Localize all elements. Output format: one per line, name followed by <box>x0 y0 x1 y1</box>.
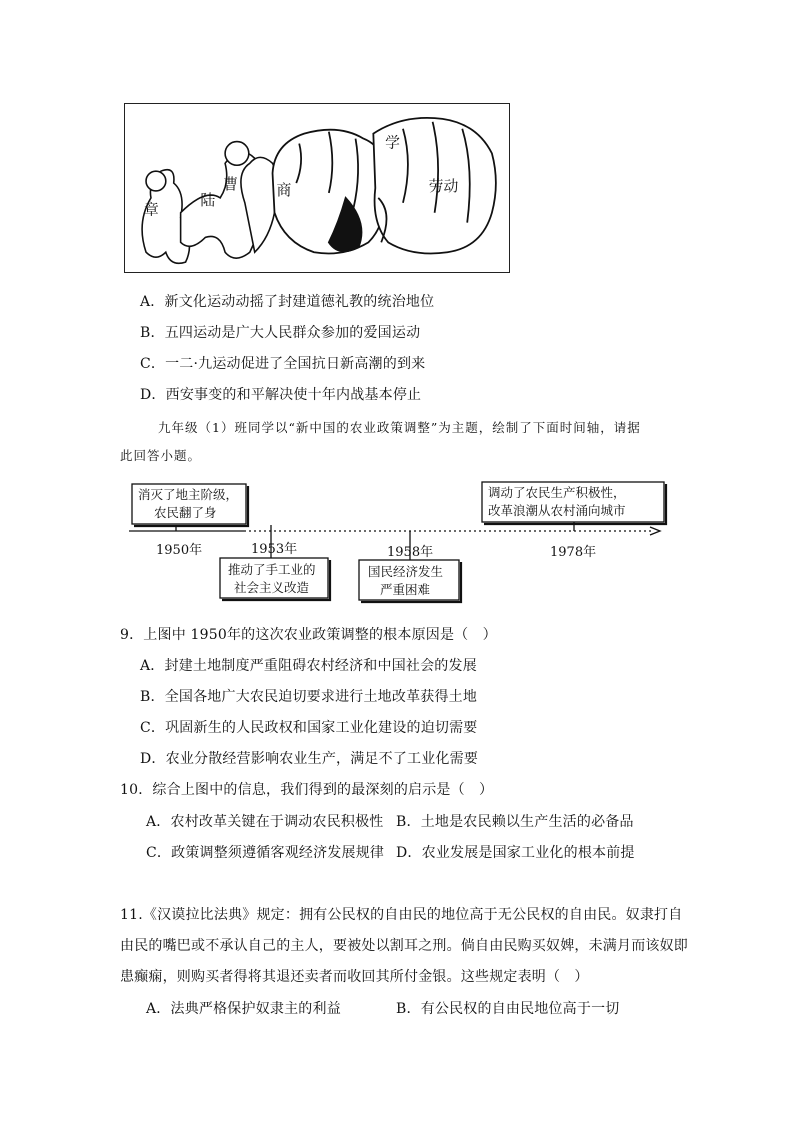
intro-line-1: 九年级（1）班同学以“新中国的农业政策调整”为主题，绘制了下面时间轴，请据 <box>158 420 641 435</box>
cartoon-illustration <box>124 103 510 273</box>
axis-ticks <box>176 522 574 560</box>
q8-option-c: C．一二·九运动促进了全国抗日新高潮的到来 <box>140 356 426 372</box>
q10-option-b: B．土地是农民赖以生产生活的必备品 <box>396 814 634 830</box>
year-1958: 1958年 <box>387 545 434 560</box>
box-1950-line-1: 消灭了地主阶级， <box>138 487 239 502</box>
timeline-figure <box>124 478 664 608</box>
q11-stem-line-2: 由民的嘴巴或不承认自己的主人，要被处以割耳之刑。倘自由民购买奴婢，未满月而该奴即 <box>120 938 688 954</box>
box-1978-line-2: 改革浪潮从农村涌向城市 <box>488 503 626 518</box>
q9-option-a: A．封建土地制度严重阻碍农村经济和中国社会的发展 <box>140 658 477 674</box>
q8-option-d: D．西安事变的和平解决使十年内战基本停止 <box>140 387 422 403</box>
q9-option-c: C．巩固新生的人民政权和国家工业化建设的迫切需要 <box>140 720 478 736</box>
year-1978: 1978年 <box>550 545 597 560</box>
q10-option-d: D．农业发展是国家工业化的根本前提 <box>396 845 635 861</box>
fist-label-laodong: 劳动 <box>428 177 459 195</box>
figure-label-zhang: 章 <box>144 201 159 219</box>
fist-label-shang: 商 <box>276 181 292 199</box>
q11-option-a: A．法典严格保护奴隶主的利益 <box>146 1001 341 1017</box>
q8-option-a: A．新文化运动动摇了封建道德礼教的统治地位 <box>140 294 435 310</box>
figure-label-cao: 曹 <box>223 175 238 193</box>
fist-label-xue: 学 <box>385 134 401 152</box>
year-1953: 1953年 <box>251 542 298 557</box>
q8-option-b: B．五四运动是广大人民群众参加的爱国运动 <box>140 325 421 341</box>
q11-stem-line-3: 患癫痫，则购买者得将其退还卖者而收回其所付金银。这些规定表明（ ） <box>120 969 589 985</box>
box-1953-line-2: 社会主义改造 <box>234 580 310 595</box>
q10-option-c: C．政策调整须遵循客观经济发展规律 <box>146 845 385 861</box>
intro-line-2: 此回答小题。 <box>120 448 202 463</box>
year-1950: 1950年 <box>156 543 203 558</box>
q11-stem-line-1: 11.《汉谟拉比法典》规定：拥有公民权的自由民的地位高于无公民权的自由民。奴隶打自 <box>120 907 683 923</box>
cartoon-drawing <box>125 104 509 272</box>
q10-option-a: A．农村改革关键在于调动农民积极性 <box>146 814 384 830</box>
box-1978-line-1: 调动了农民生产积极性， <box>488 485 626 500</box>
q10-stem: 10．综合上图中的信息，我们得到的最深刻的启示是（ ） <box>120 782 494 798</box>
q9-option-d: D．农业分散经营影响农业生产，满足不了工业化需要 <box>140 751 479 767</box>
q9-stem: 9．上图中 1950年的这次农业政策调整的根本原因是（ ） <box>120 627 497 643</box>
box-1950-line-2: 农民翻了身 <box>154 505 217 520</box>
box-1953-line-1: 推动了手工业的 <box>228 562 316 577</box>
box-1958-line-1: 国民经济发生 <box>368 564 444 579</box>
axis-arrow-icon <box>650 527 660 535</box>
q11-option-b: B．有公民权的自由民地位高于一切 <box>396 1001 620 1017</box>
box-1958-line-2: 严重困难 <box>380 582 431 597</box>
q9-option-b: B．全国各地广大农民迫切要求进行土地改革获得土地 <box>140 689 478 705</box>
figure-label-lu: 陆 <box>200 191 216 209</box>
timeline-drawing <box>124 478 664 608</box>
